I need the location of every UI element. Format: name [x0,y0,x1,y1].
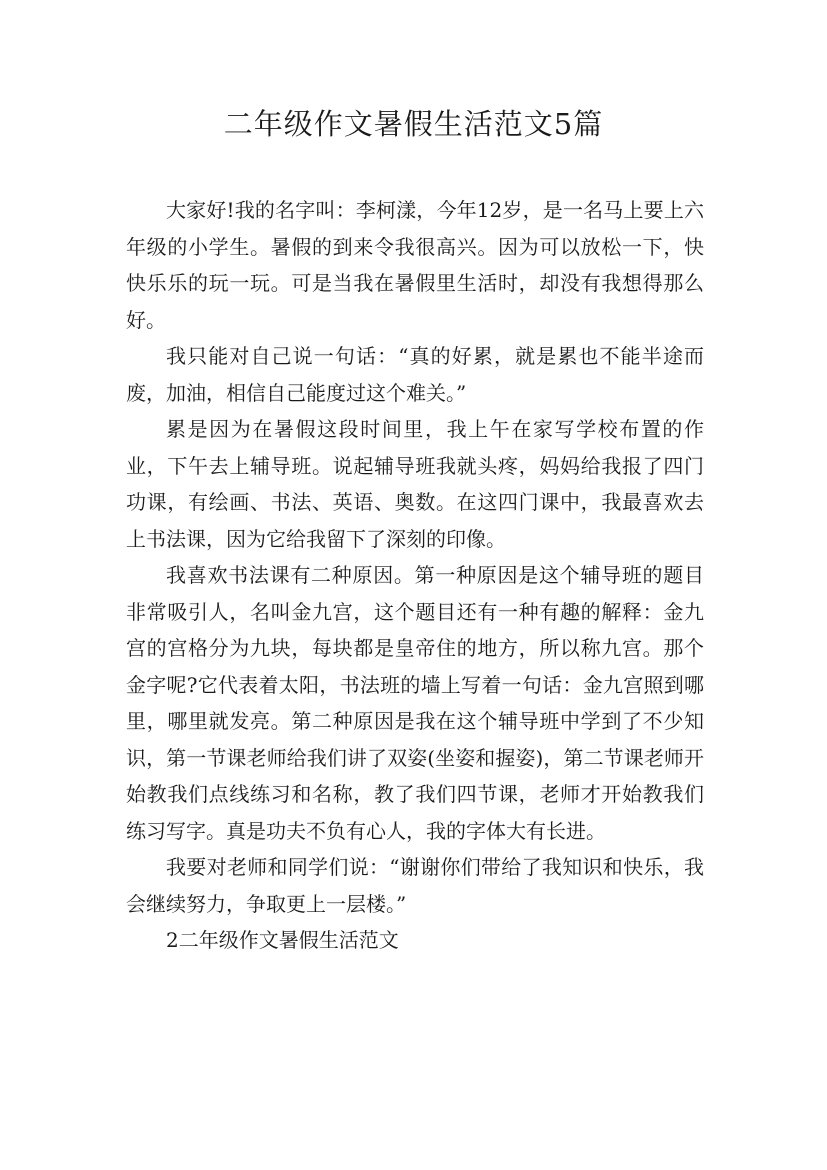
paragraph: 累是因为在暑假这段时间里，我上午在家写学校布置的作业，下午去上辅导班。说起辅导班我就头疼，妈妈给我报了四门功课，有绘画、书法、英语、奥数。在这四门课中，我最喜欢去上书法课，因为它给我留下了深刻的印像。 [126,417,704,551]
paragraph: 我喜欢书法课有二种原因。第一种原因是这个辅导班的题目非常吸引人，名叫金九宫，这个题目还有一种有趣的解释：金九宫的宫格分为九块，每块都是皇帝住的地方，所以称九宫。那个金字呢?它代表着太阳，书法班的墙上写着一句话：金九宫照到哪里，哪里就发亮。第二种原因是我在这个辅导班中学到了不少知识，第一节课老师给我们讲了双姿(坐姿和握姿)，第二节课老师开始教我们点线练习和名称，教了我们四节课，老师才开始教我们练习写字。真是功夫不负有心人，我的字体大有长进。 [126,563,704,843]
section-heading: 2二年级作文暑假生活范文 [166,928,399,952]
paragraph: 我要对老师和同学们说：“谢谢你们带给了我知识和快乐，我会继续努力，争取更上一层楼。” [126,855,704,916]
document-title: 二年级作文暑假生活范文5篇 [223,107,604,141]
paragraph: 我只能对自己说一句话：“真的好累，就是累也不能半途而废，加油，相信自己能度过这个难关。” [126,344,704,405]
paragraph: 大家好!我的名字叫：李柯漾，今年12岁，是一名马上要上六年级的小学生。暑假的到来令我很高兴。因为可以放松一下，快快乐乐的玩一玩。可是当我在暑假里生活时，却没有我想得那么好。 [126,198,704,332]
document-body [126,192,704,959]
